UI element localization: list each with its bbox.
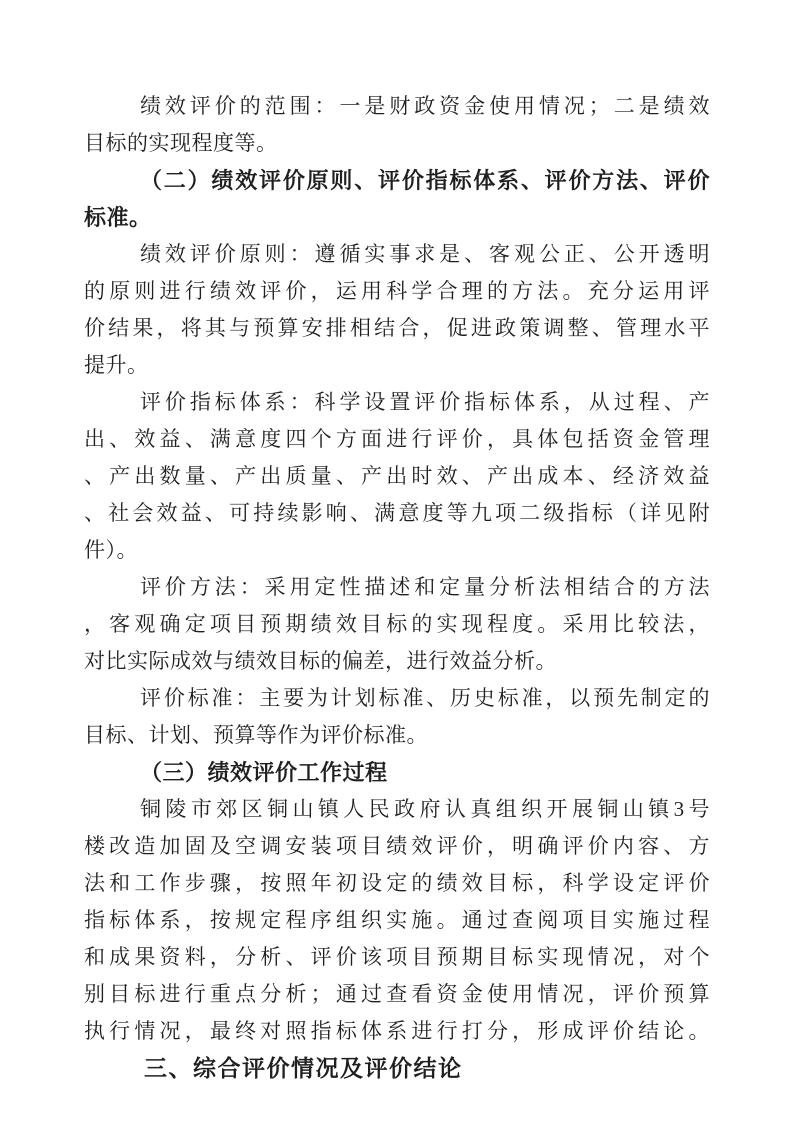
heading-section-3 [84,754,710,791]
text-line: 目标的实现程度等。 [84,131,278,155]
heading-chapter-3 [84,1050,710,1087]
text-line: 标准。 [84,205,152,230]
para-indicator-system [84,384,710,569]
text-line: 评价标准：主要为计划标准、历史标准，以预先制定的 [140,686,710,710]
text-line: 楼改造加固及空调安装项目绩效评价，明确评价内容、方 [84,834,710,858]
text-line: 别目标进行重点分析；通过查看资金使用情况，评价预算 [84,982,710,1006]
para-evaluation-scope [84,88,710,162]
text-line: 评价方法：采用定性描述和定量分析法相结合的方法 [140,575,710,599]
text-line: 件）。 [84,538,138,562]
text-line: 、社会效益、可持续影响、满意度等九项二级指标（详见附 [84,501,710,525]
text-line: 绩效评价的范围：一是财政资金使用情况；二是绩效 [140,94,710,118]
para-evaluation-method [84,569,710,680]
para-work-process [84,791,710,1050]
document-body [84,88,710,1087]
text-line: 提升。 [84,353,149,377]
text-line: 、产出数量、产出质量、产出时效、产出成本、经济效益 [84,464,710,488]
text-line: 价结果，将其与预算安排相结合，促进政策调整、管理水平 [84,316,710,340]
text-line: 铜陵市郊区铜山镇人民政府认真组织开展铜山镇3号 [140,797,710,821]
text-line: （三）绩效评价工作过程 [140,760,388,785]
text-line: 法和工作步骤，按照年初设定的绩效目标，科学设定评价 [84,871,710,895]
text-line: 对比实际成效与绩效目标的偏差，进行效益分析。 [84,649,557,673]
para-evaluation-principles [84,236,710,384]
text-line: ，客观确定项目预期绩效目标的实现程度。采用比较法， [84,612,710,636]
text-line: 目标、计划、预算等作为评价标准。 [84,723,428,747]
text-line: 出、效益、满意度四个方面进行评价，具体包括资金管理 [84,427,710,451]
text-line: 三、综合评价情况及评价结论 [144,1055,463,1081]
text-line: 绩效评价原则：遵循实事求是、客观公正、公开透明 [140,242,710,266]
para-evaluation-standard [84,680,710,754]
text-line: 的原则进行绩效评价，运用科学合理的方法。充分运用评 [84,279,710,303]
text-line: 指标体系，按规定程序组织实施。通过查阅项目实施过程 [84,908,710,932]
heading-section-2 [84,162,710,236]
text-line: （二）绩效评价原则、评价指标体系、评价方法、评价 [140,168,710,193]
text-line: 和成果资料，分析、评价该项目预期目标实现情况，对个 [84,945,710,969]
text-line: 执行情况，最终对照指标体系进行打分，形成评价结论。 [84,1019,710,1043]
text-line: 评价指标体系：科学设置评价指标体系，从过程、产 [140,390,710,414]
